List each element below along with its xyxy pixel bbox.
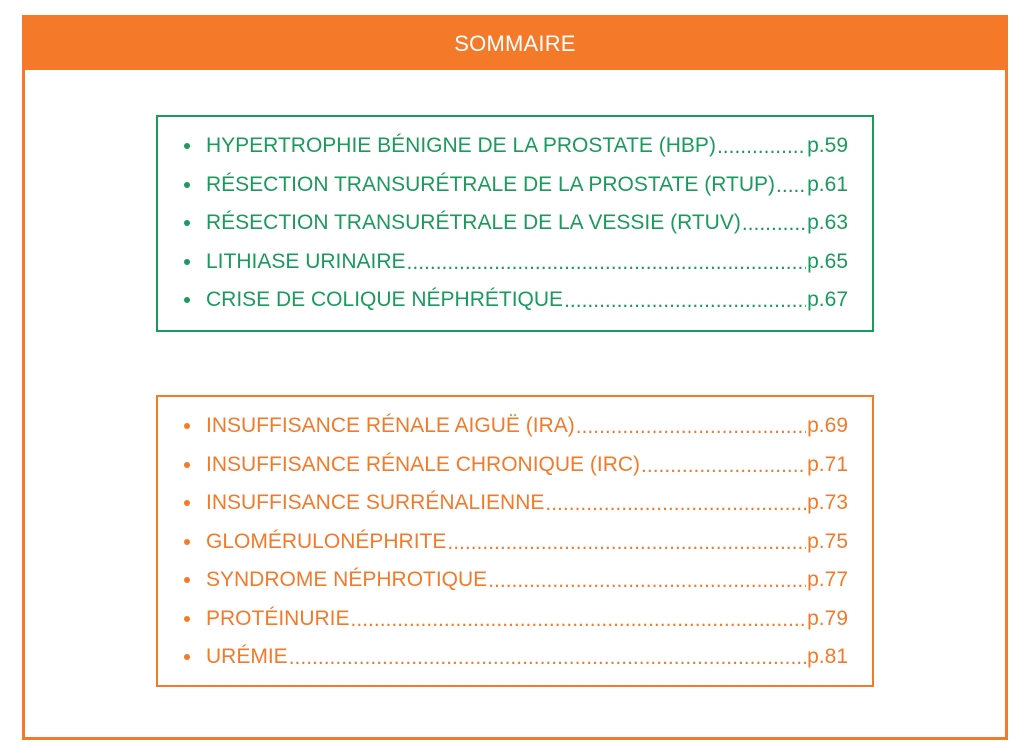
bullet-icon [184, 616, 190, 622]
bullet-icon [184, 182, 190, 188]
bullet-icon [184, 577, 190, 583]
nephrology-section [156, 395, 874, 687]
bullet-icon [184, 462, 190, 468]
dot-leader [576, 415, 806, 439]
dot-leader [407, 251, 807, 275]
toc-item-label: INSUFFISANCE RÉNALE CHRONIQUE (IRC) [206, 452, 641, 476]
toc-item-page: p.65 [807, 249, 848, 273]
toc-item-label: SYNDROME NÉPHROTIQUE [206, 568, 488, 592]
toc-item[interactable] [184, 600, 848, 639]
toc-item-page: p.75 [807, 529, 848, 553]
dot-leader [488, 569, 806, 593]
toc-item-page: p.59 [807, 134, 848, 158]
toc-item-page: p.79 [807, 606, 848, 630]
toc-item-label: RÉSECTION TRANSURÉTRALE DE LA VESSIE (RTUV) [206, 211, 741, 235]
dot-leader [289, 646, 806, 670]
bullet-icon [184, 423, 190, 429]
toc-item-page: p.81 [807, 645, 848, 669]
toc-item[interactable] [184, 127, 848, 166]
dot-leader [776, 174, 806, 198]
bullet-icon [184, 143, 190, 149]
toc-item[interactable] [184, 281, 848, 320]
toc-item-label: CRISE DE COLIQUE NÉPHRÉTIQUE [206, 288, 564, 312]
toc-item-label: HYPERTROPHIE BÉNIGNE DE LA PROSTATE (HBP) [206, 134, 716, 158]
toc-item[interactable] [184, 484, 848, 523]
bullet-icon [184, 220, 190, 226]
toc-item[interactable] [184, 407, 848, 446]
toc-item-label: GLOMÉRULONÉPHRITE [206, 529, 447, 553]
toc-item-page: p.71 [807, 452, 848, 476]
bullet-icon [184, 654, 190, 660]
toc-item-page: p.69 [807, 414, 848, 438]
summary-title: SOMMAIRE [454, 31, 576, 56]
toc-item-page: p.61 [807, 172, 848, 196]
toc-item[interactable] [184, 243, 848, 282]
toc-item-page: p.73 [807, 491, 848, 515]
dot-leader [564, 289, 806, 313]
toc-item-page: p.77 [807, 568, 848, 592]
toc-item-label: RÉSECTION TRANSURÉTRALE DE LA PROSTATE (RTUP) [206, 172, 776, 196]
bullet-icon [184, 259, 190, 265]
toc-item-label: PROTÉINURIE [206, 606, 350, 630]
bullet-icon [184, 297, 190, 303]
toc-item[interactable] [184, 561, 848, 600]
toc-item[interactable] [184, 204, 848, 243]
toc-item[interactable] [184, 523, 848, 562]
toc-item[interactable] [184, 446, 848, 485]
bullet-icon [184, 539, 190, 545]
toc-item-page: p.63 [807, 211, 848, 235]
dot-leader [545, 492, 806, 516]
bullet-icon [184, 500, 190, 506]
toc-item-label: INSUFFISANCE SURRÉNALIENNE [206, 491, 545, 515]
toc-item-label: INSUFFISANCE RÉNALE AIGUË (IRA) [206, 414, 575, 438]
urology-section [156, 115, 874, 332]
dot-leader [641, 454, 806, 478]
summary-frame [22, 15, 1008, 740]
toc-item-page: p.67 [807, 288, 848, 312]
dot-leader [447, 531, 806, 555]
dot-leader [742, 212, 806, 236]
summary-header [25, 18, 1005, 70]
toc-item-label: URÉMIE [206, 645, 288, 669]
toc-item[interactable] [184, 166, 848, 205]
toc-item-label: LITHIASE URINAIRE [206, 249, 406, 273]
toc-item[interactable] [184, 638, 848, 677]
dot-leader [351, 608, 807, 632]
dot-leader [717, 135, 806, 159]
